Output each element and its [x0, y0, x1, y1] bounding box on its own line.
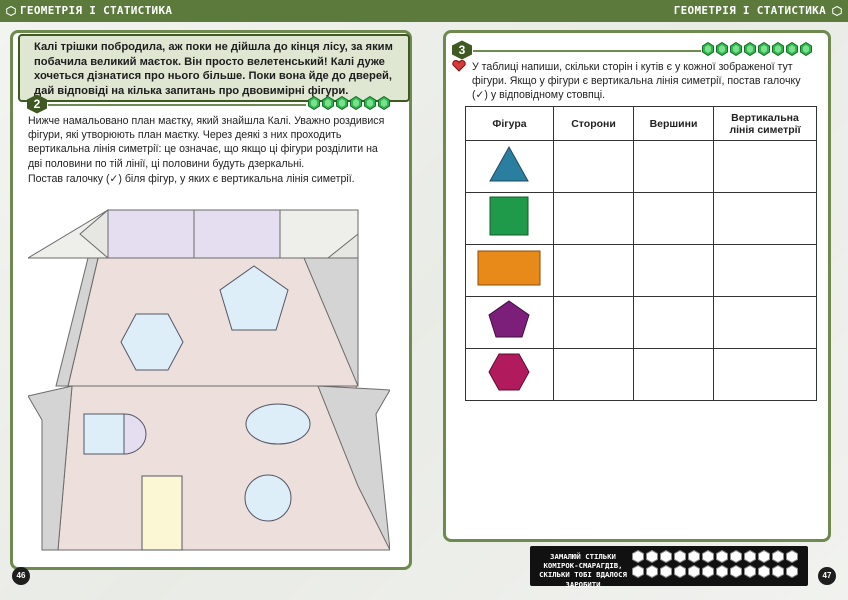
- table-header-shape: Фігура: [466, 107, 554, 141]
- emerald-slot-icon[interactable]: [660, 565, 672, 578]
- emerald-slot-icon[interactable]: [758, 550, 770, 563]
- emerald-icon: [378, 96, 390, 110]
- task-2-instruction: Постав галочку (✓) біля фігур, у яких є вертикальна лінія симетрії.: [28, 173, 355, 185]
- hexagon-icon: [832, 6, 842, 16]
- table-row: [466, 349, 817, 401]
- table-row: [466, 245, 817, 297]
- emerald-slot-icon[interactable]: [632, 565, 644, 578]
- intro-text: Калі трішки побродила, аж поки не дійшла до кінця лісу, за яким побачила великий маєток. Він просто велетенський! Калі дуже хочеться дізнатися про нього більше. Поки вона йде до дверей, дай відповіді на кілька запитань про двовимірні фігури.: [34, 41, 393, 97]
- left-page-header: [0, 0, 424, 22]
- task-2-emeralds: [308, 96, 390, 110]
- hexagon-icon: [6, 6, 16, 16]
- score-instruction: ЗАМАЛЮЙ СТІЛЬКИ КОМІРОК-СМАРАГДІВ, СКІЛЬКИ ТОБІ ВДАЛОСЯ ЗАРОБИТИ: [539, 552, 627, 589]
- symmetry-answer-cell[interactable]: [714, 349, 817, 401]
- triangle-shape: [466, 141, 553, 187]
- sides-answer-cell[interactable]: [554, 297, 634, 349]
- task-2-divider: [48, 104, 306, 106]
- emerald-slots: [632, 550, 804, 578]
- emerald-slot-icon[interactable]: [646, 550, 658, 563]
- shape-cell: [466, 297, 554, 349]
- emerald-slot-icon[interactable]: [744, 550, 756, 563]
- square-window: [84, 414, 124, 454]
- task-2-text: Нижче намальовано план маєтку, який знайшла Калі. Уважно роздивися фігури, які утворюють план маєтку. Через деякі з них проходить вертикальна лінія симетрії: це означає, що якщо ці фігури розділити на дві половини по тій лінії, ці половини будуть дзеркальні.: [28, 115, 385, 170]
- emerald-icon: [350, 96, 362, 110]
- symmetry-answer-cell[interactable]: [714, 193, 817, 245]
- emerald-icon: [322, 96, 334, 110]
- emerald-icon: [364, 96, 376, 110]
- shape-cell: [466, 193, 554, 245]
- emerald-slot-icon[interactable]: [688, 565, 700, 578]
- intro-box: [18, 34, 410, 102]
- emerald-icon: [730, 42, 742, 56]
- emerald-slot-icon[interactable]: [786, 550, 798, 563]
- table-row: [466, 297, 817, 349]
- emerald-icon: [772, 42, 784, 56]
- emerald-slot-icon[interactable]: [702, 565, 714, 578]
- emerald-slot-icon[interactable]: [660, 550, 672, 563]
- emerald-icon: [716, 42, 728, 56]
- shape-cell: [466, 141, 554, 193]
- emerald-slot-icon[interactable]: [786, 565, 798, 578]
- page-number-left: 46: [12, 567, 30, 585]
- emerald-score-box: [530, 546, 808, 589]
- heart-icon: [452, 60, 466, 72]
- pentagon-shape: [466, 297, 553, 343]
- emerald-slot-icon[interactable]: [646, 565, 658, 578]
- table-header-vertices: Вершини: [634, 107, 714, 141]
- vertices-answer-cell[interactable]: [634, 297, 714, 349]
- table-row: [466, 193, 817, 245]
- square-shape: [466, 193, 553, 239]
- emerald-slot-icon[interactable]: [772, 550, 784, 563]
- task-3-divider: [473, 50, 701, 52]
- emerald-slot-icon[interactable]: [758, 565, 770, 578]
- vertices-answer-cell[interactable]: [634, 349, 714, 401]
- header-title-left: ГЕОМЕТРІЯ І СТАТИСТИКА: [20, 4, 173, 17]
- sides-answer-cell[interactable]: [554, 141, 634, 193]
- header-title-right: ГЕОМЕТРІЯ І СТАТИСТИКА: [673, 4, 826, 17]
- table-header-sides: Сторони: [554, 107, 634, 141]
- door-rectangle: [142, 476, 182, 550]
- emerald-slot-icon[interactable]: [730, 550, 742, 563]
- emerald-icon: [786, 42, 798, 56]
- symmetry-answer-cell[interactable]: [714, 297, 817, 349]
- emerald-slot-icon[interactable]: [716, 565, 728, 578]
- emerald-icon: [702, 42, 714, 56]
- shapes-table: [465, 106, 817, 401]
- emerald-icon: [308, 96, 320, 110]
- task-3-number: 3: [458, 43, 466, 57]
- vertices-answer-cell[interactable]: [634, 193, 714, 245]
- table-header-symmetry: Вертикальна лінія симетрії: [714, 107, 817, 141]
- task-3-text: У таблиці напиши, скільки сторін і кутів є у кожної зображеної тут фігури. Якщо у фігури є вертикальна лінія симетрії, постав галочку (✓) у відповідному стовпці.: [472, 61, 801, 102]
- page-number-right: 47: [818, 567, 836, 585]
- emerald-slot-icon[interactable]: [688, 550, 700, 563]
- table-row: [466, 141, 817, 193]
- emerald-slot-icon[interactable]: [744, 565, 756, 578]
- vertices-answer-cell[interactable]: [634, 141, 714, 193]
- sides-answer-cell[interactable]: [554, 349, 634, 401]
- emerald-slot-icon[interactable]: [674, 565, 686, 578]
- emerald-icon: [744, 42, 756, 56]
- shape-cell: [466, 349, 554, 401]
- roof-rectangle-right: [194, 210, 280, 258]
- right-page-header: [424, 0, 848, 22]
- roof-rectangle-left: [108, 210, 194, 258]
- emerald-icon: [336, 96, 348, 110]
- emerald-slot-icon[interactable]: [632, 550, 644, 563]
- hexagon-shape: [466, 349, 553, 395]
- shape-cell: [466, 245, 554, 297]
- emerald-slot-icon[interactable]: [702, 550, 714, 563]
- circle-window: [245, 475, 291, 521]
- symmetry-answer-cell[interactable]: [714, 141, 817, 193]
- sides-answer-cell[interactable]: [554, 193, 634, 245]
- table-header-row: [466, 107, 817, 141]
- emerald-icon: [758, 42, 770, 56]
- emerald-slot-icon[interactable]: [730, 565, 742, 578]
- emerald-slot-icon[interactable]: [674, 550, 686, 563]
- symmetry-answer-cell[interactable]: [714, 245, 817, 297]
- ellipse-window: [246, 404, 310, 444]
- rectangle-shape: [466, 245, 553, 291]
- emerald-icon: [800, 42, 812, 56]
- mansion-plan: [28, 206, 390, 558]
- sides-answer-cell[interactable]: [554, 245, 634, 297]
- emerald-slot-icon[interactable]: [716, 550, 728, 563]
- task-2-number: 2: [33, 97, 41, 111]
- vertices-answer-cell[interactable]: [634, 245, 714, 297]
- task-3-emeralds: [702, 42, 812, 56]
- emerald-slot-icon[interactable]: [772, 565, 784, 578]
